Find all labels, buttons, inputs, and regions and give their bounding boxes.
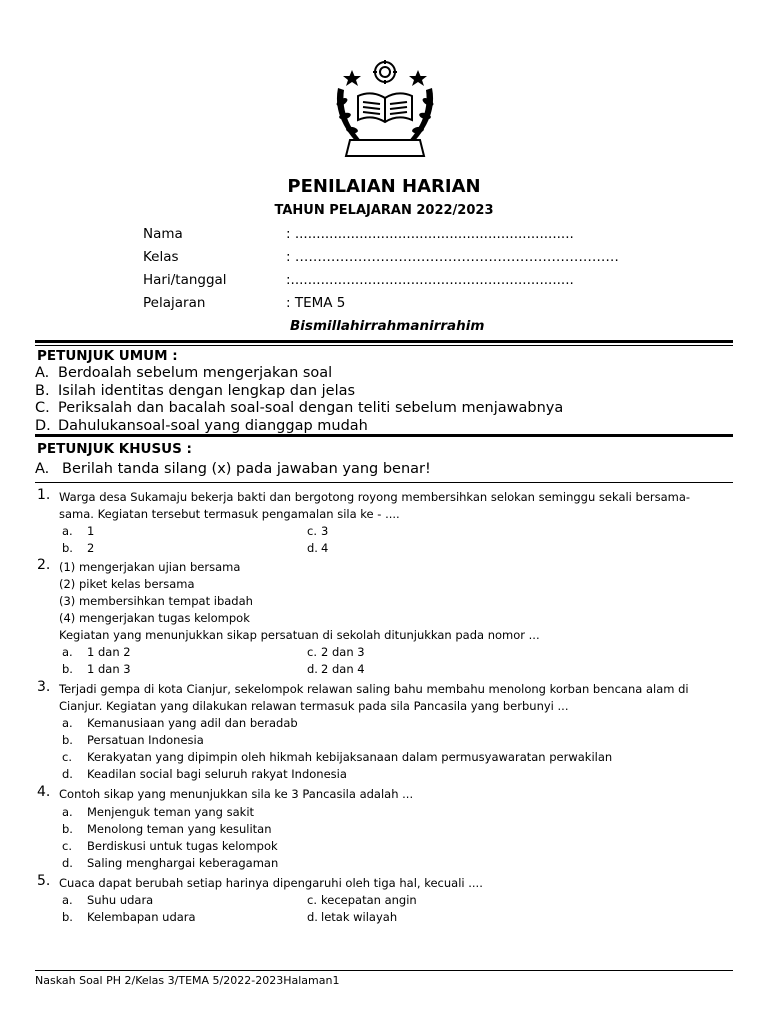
school-logo xyxy=(330,58,440,162)
footer-divider xyxy=(35,970,733,971)
answer-option[interactable]: d. 4 xyxy=(307,541,329,555)
general-instructions-heading: PETUNJUK UMUM : xyxy=(37,348,178,364)
answer-option[interactable]: a. Suhu udara xyxy=(62,893,154,907)
identity-label: Pelajaran xyxy=(143,295,206,311)
instruction-item: A. Berilah tanda silang (x) pada jawaban yang benar! xyxy=(35,461,431,477)
question-text: Warga desa Sukamaju bekerja bakti dan bergotong royong membersihkan selokan seminggu sekali bersama- xyxy=(59,490,691,504)
answer-option[interactable]: b. 2 xyxy=(62,541,95,555)
instruction-item: A. Berdoalah sebelum mengerjakan soal xyxy=(35,365,333,381)
answer-option[interactable]: a. Kemanusiaan yang adil dan beradab xyxy=(62,716,298,730)
answer-option[interactable]: c. Kerakyatan yang dipimpin oleh hikmah kebijaksanaan dalam permusyawaratan perwakilan xyxy=(62,750,613,764)
answer-option[interactable]: d. 2 dan 4 xyxy=(307,662,365,676)
identity-value: :.................................................................. xyxy=(286,272,574,288)
question-text: Contoh sikap yang menunjukkan sila ke 3 Pancasila adalah ... xyxy=(59,787,414,801)
star-left-icon xyxy=(343,70,361,86)
identity-label: Hari/tanggal xyxy=(143,272,227,288)
answer-option[interactable]: b. Menolong teman yang kesulitan xyxy=(62,822,272,836)
identity-value: : ……………………………………………………………… xyxy=(286,249,619,265)
answer-option[interactable]: c. 2 dan 3 xyxy=(307,645,365,659)
instruction-item: B. Isilah identitas dengan lengkap dan jelas xyxy=(35,383,356,399)
question-text: Cuaca dapat berubah setiap harinya dipengaruhi oleh tiga hal, kecuali .... xyxy=(59,876,483,890)
divider xyxy=(35,482,733,483)
star-right-icon xyxy=(409,70,427,86)
page-footer: Naskah Soal PH 2/Kelas 3/TEMA 5/2022-2023Halaman1 xyxy=(35,974,340,987)
answer-option[interactable]: c. kecepatan angin xyxy=(307,893,417,907)
academic-year: TAHUN PELAJARAN 2022/2023 xyxy=(274,203,494,218)
identity-value: : ................................................................. xyxy=(286,226,574,242)
question-number: 2. xyxy=(37,557,51,573)
identity-value: : TEMA 5 xyxy=(286,295,346,311)
identity-label: Nama xyxy=(143,226,183,242)
answer-option[interactable]: d. Saling menghargai keberagaman xyxy=(62,856,279,870)
question-number: 1. xyxy=(37,487,51,503)
answer-option[interactable]: c. 3 xyxy=(307,524,329,538)
bismillah-text: Bismillahirrahmanirrahim xyxy=(290,318,485,334)
question-text: Terjadi gempa di kota Cianjur, sekelompok relawan saling bahu membahu menolong korban bencana alam di xyxy=(59,682,689,696)
page-title: PENILAIAN HARIAN xyxy=(287,176,481,197)
divider xyxy=(35,434,733,437)
answer-option[interactable]: d. Keadilan social bagi seluruh rakyat Indonesia xyxy=(62,767,347,781)
identity-label: Kelas xyxy=(143,249,179,265)
question-number: 3. xyxy=(37,679,51,695)
answer-option[interactable]: c. Berdiskusi untuk tugas kelompok xyxy=(62,839,278,853)
answer-option[interactable]: b. 1 dan 3 xyxy=(62,662,131,676)
question-number: 4. xyxy=(37,784,51,800)
instruction-item: D. Dahulukansoal-soal yang dianggap mudah xyxy=(35,418,368,434)
instruction-item: C. Periksalah dan bacalah soal-soal dengan teliti sebelum menjawabnya xyxy=(35,400,564,416)
question-text: (1) mengerjakan ujian bersama xyxy=(59,560,241,574)
answer-option[interactable]: a. Menjenguk teman yang sakit xyxy=(62,805,255,819)
answer-option[interactable]: a. 1 dan 2 xyxy=(62,645,131,659)
specific-instructions-heading: PETUNJUK KHUSUS : xyxy=(37,441,192,457)
divider xyxy=(35,340,733,343)
answer-option[interactable]: b. Kelembapan udara xyxy=(62,910,196,924)
answer-option[interactable]: b. Persatuan Indonesia xyxy=(62,733,204,747)
question-number: 5. xyxy=(37,873,51,889)
answer-option[interactable]: a. 1 xyxy=(62,524,95,538)
divider xyxy=(35,345,733,346)
logo-ribbon xyxy=(346,140,424,156)
answer-option[interactable]: d. letak wilayah xyxy=(307,910,398,924)
book-icon xyxy=(358,93,412,122)
